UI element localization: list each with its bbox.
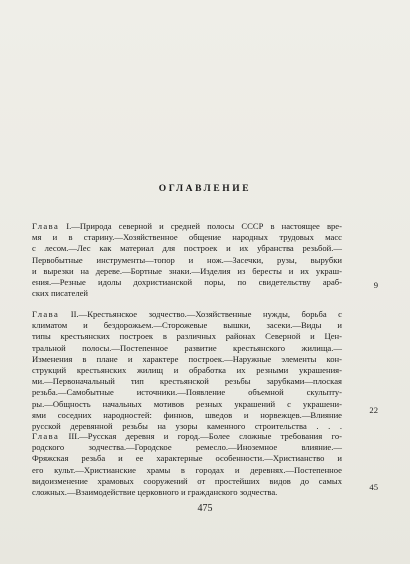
toc-line: ями соседних народностей: финнов, шведов и норвежцев.—Влияние	[32, 409, 342, 420]
chapter-label: Глава	[32, 309, 60, 319]
toc-line: ры.—Общность начальных мотивов резных украшений с украшени-	[32, 398, 342, 409]
toc-line: Фряжская резьба и ее характерные особенности.—Христианство и	[32, 453, 342, 464]
page-number-chapter-2: 22	[369, 405, 378, 415]
toc-line: тральной полосы.—Постепенное развитие крестьянского жилища.—	[32, 342, 342, 353]
page-number-chapter-1: 9	[373, 280, 378, 290]
chapter-label: Глава	[32, 431, 60, 441]
toc-line: Изменения в плане и характере построек.—Наружные элементы кон-	[32, 353, 342, 364]
toc-line: русской деревянной резьбы на узоры каменного строительства . . .	[32, 421, 342, 432]
toc-line: Первобытные инструменты—топор и нож.—Засечки, рузы, вырубки	[32, 254, 342, 265]
toc-line: с лесом.—Лес как материал для построек и их убранства резьбой.—	[32, 243, 342, 254]
toc-line: сложных.—Взаимодействие церковного и гражданского зодчества.	[32, 487, 278, 498]
page-number-chapter-3: 45	[369, 482, 378, 492]
folio-page-number: 475	[197, 503, 213, 514]
toc-entry-chapter-1	[32, 221, 342, 299]
toc-line: струкций крестьянских жилищ и обработка их резными украшения-	[32, 365, 342, 376]
toc-line: ения.—Резные идолы дохристианской поры, по свидетельству араб-	[32, 277, 342, 288]
toc-line: ми.—Первоначальный тип крестьянской резьбы зарубками—плоская	[32, 376, 342, 387]
toc-line: видоизменение храмовых сооружений от простейших видов до самых	[32, 475, 342, 486]
chapter-label: Глава	[32, 221, 60, 231]
toc-line: родского зодчества.—Городское ремесло.—Иноземное влияние.—	[32, 442, 342, 453]
toc-line: Глава I.—Природа северной и средней полосы СССР в настоящее вре-	[32, 221, 342, 231]
toc-line: климатом и бездорожьем.—Сторожевые вышки, засеки.—Виды и	[32, 320, 342, 331]
toc-line: ских писателей	[32, 288, 89, 299]
toc-line: и вырезки на дереве.—Бортные знаки.—Изделия из бересты и их украш-	[32, 265, 342, 276]
toc-line: мя и в старину.—Хозяйственное общение народных трудовых масс	[32, 232, 342, 243]
toc-line: Глава II.—Крестьянское зодчество.—Хозяйственные нужды, борьба с	[32, 309, 343, 319]
page-title: ОГЛАВЛЕНИЕ	[158, 184, 252, 194]
toc-line: Глава III.—Русская деревня и город.—Более сложные требования го-	[32, 431, 342, 441]
toc-entry-chapter-2	[32, 309, 342, 432]
toc-entry-chapter-3	[32, 431, 342, 498]
toc-line: его культ.—Христианские храмы в городах и деревнях.—Постепенное	[32, 464, 342, 475]
toc-line: резьба.—Самобытные источники.—Появление объемной скульпту-	[32, 387, 342, 398]
toc-line: типы крестьянских построек в различных районах Северной и Цен-	[32, 331, 342, 342]
